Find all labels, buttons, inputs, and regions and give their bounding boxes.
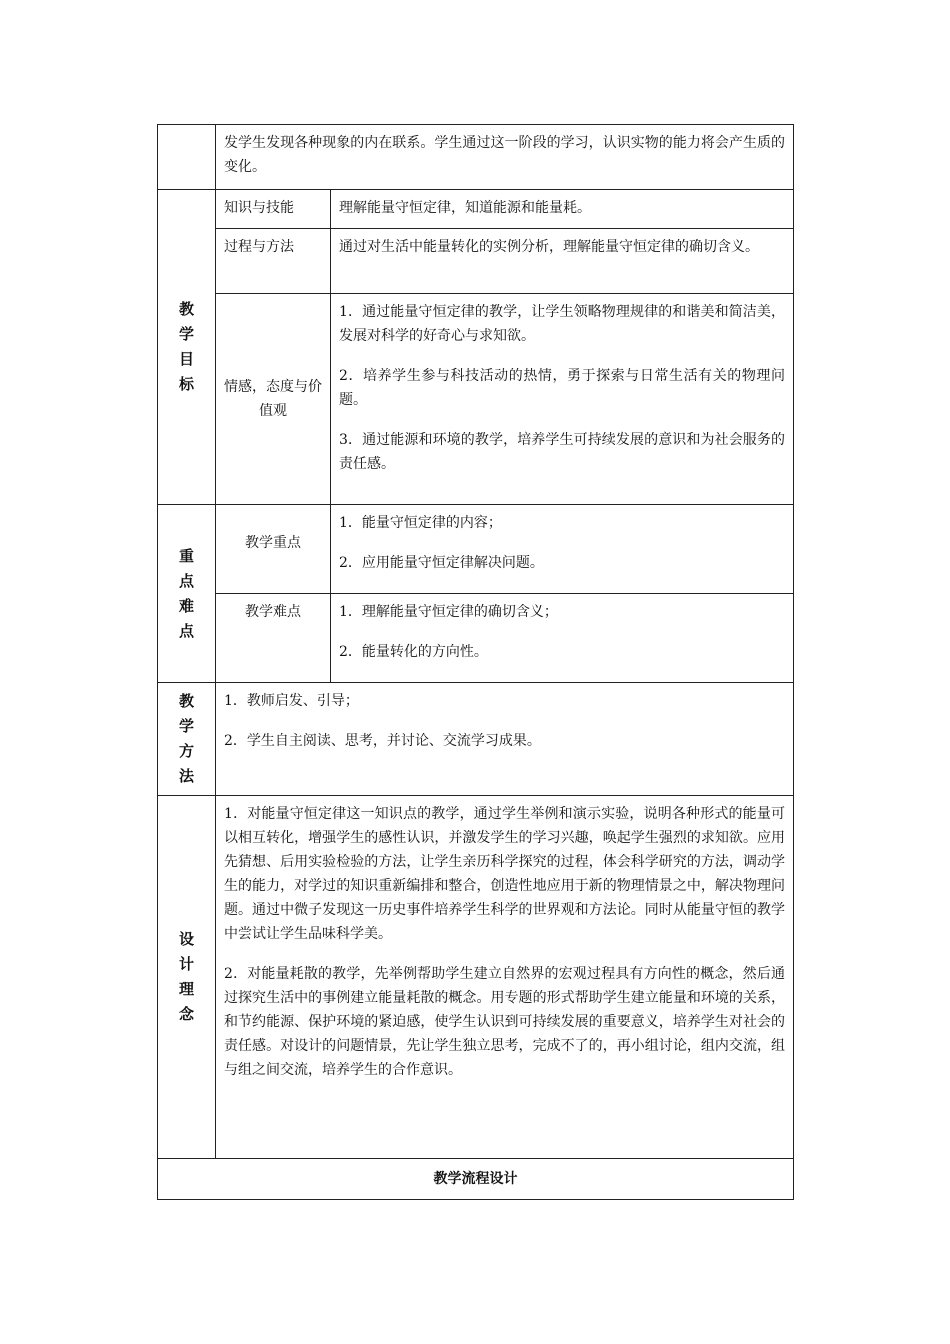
- design-item: 1．对能量守恒定律这一知识点的教学，通过学生举例和演示实验，说明各种形式的能量可以相互转化，增强学生的感性认识，并激发学生的学习兴趣，唤起学生强烈的求知欲。应用先猜想、后用实验检验的方法，让学生亲历科学探究的过程，体会科学研究的方法，调动学生的能力，对学过的知识重新编排和整合，创造性地应用于新的物理情景之中，解决物理问题。通过中微子发现这一历史事件培养学生科学的世界观和方法论。同时从能量守恒的教学中尝试让学生品味科学美。: [224, 806, 785, 942]
- key-difficulty-row: [158, 594, 794, 683]
- key-points-heading-char: 点: [178, 621, 194, 640]
- emotion-item: 1．通过能量守恒定律的教学，让学生领略物理规律的和谐美和简洁美，发展对科学的好奇心与求知欲。: [339, 304, 785, 344]
- process-text: 通过对生活中能量转化的实例分析，理解能量守恒定律的确切含义。: [331, 229, 794, 294]
- objectives-heading-char: 标: [178, 375, 194, 393]
- process-label: 过程与方法: [216, 229, 331, 294]
- method-item: 1．教师启发、引导；: [224, 693, 359, 709]
- methods-heading-char: 法: [178, 767, 194, 785]
- knowledge-text: 理解能量守恒定律，知道能源和能量耗。: [331, 190, 794, 229]
- design-heading: [158, 796, 216, 1159]
- key-points-heading: [158, 505, 216, 683]
- methods-heading-char: 方: [178, 742, 194, 760]
- knowledge-label: 知识与技能: [216, 190, 331, 229]
- emotion-cell: [331, 294, 794, 505]
- intro-blank-cell: [158, 125, 216, 190]
- flow-design-title: 教学流程设计: [158, 1159, 794, 1200]
- methods-cell: [216, 683, 794, 796]
- intro-cell: [216, 125, 794, 190]
- design-item: 2．对能量耗散的教学，先举例帮助学生建立自然界的宏观过程具有方向性的概念，然后通过探究生活中的事例建立能量耗散的概念。用专题的形式帮助学生建立能量和环境的关系，和节约能源、保护环境的紧迫感，使学生认识到可持续发展的重要意义，培养学生对社会的责任感。对设计的问题情景，先让学生独立思考，完成不了的，再小组讨论，组内交流，组与组之间交流，培养学生的合作意识。: [224, 966, 785, 1078]
- methods-heading-char: 教: [178, 692, 194, 710]
- objectives-heading: [158, 190, 216, 505]
- key-focus-row: [158, 505, 794, 594]
- key-points-heading-char: 重: [178, 546, 194, 565]
- flow-design-row: [158, 1159, 794, 1200]
- objective-emotion-row: [158, 294, 794, 505]
- design-row: [158, 796, 794, 1159]
- methods-heading-char: 学: [178, 717, 194, 735]
- lesson-plan-table: [157, 124, 794, 1200]
- design-cell: [216, 796, 794, 1159]
- emotion-item: 2．培养学生参与科技活动的热情，勇于探索与日常生活有关的物理问题。: [339, 368, 785, 408]
- objective-process-row: [158, 229, 794, 294]
- difficulty-item: 1．理解能量守恒定律的确切含义；: [339, 604, 558, 620]
- key-points-heading-char: 难: [178, 596, 194, 615]
- intro-row: [158, 125, 794, 190]
- objectives-heading-char: 目: [178, 350, 194, 368]
- objective-knowledge-row: [158, 190, 794, 229]
- design-heading-char: 理: [178, 980, 194, 998]
- emotion-label: 情感，态度与价值观: [216, 294, 331, 505]
- focus-label: 教学重点: [216, 505, 331, 594]
- lesson-plan-page: [157, 124, 793, 1200]
- design-heading-char: 念: [178, 1005, 194, 1023]
- objectives-heading-char: 学: [178, 325, 194, 343]
- objectives-heading-char: 教: [178, 300, 194, 318]
- design-heading-char: 设: [178, 930, 194, 948]
- method-item: 2．学生自主阅读、思考，并讨论、交流学习成果。: [224, 733, 541, 749]
- methods-row: [158, 683, 794, 796]
- emotion-item: 3．通过能源和环境的教学，培养学生可持续发展的意识和为社会服务的责任感。: [339, 432, 785, 472]
- intro-text: 发学生发现各种现象的内在联系。学生通过这一阶段的学习，认识实物的能力将会产生质的变化。: [224, 135, 785, 175]
- focus-item: 2．应用能量守恒定律解决问题。: [339, 555, 544, 571]
- methods-heading: [158, 683, 216, 796]
- key-points-heading-char: 点: [178, 571, 194, 590]
- design-heading-char: 计: [178, 955, 194, 973]
- focus-item: 1．能量守恒定律的内容；: [339, 515, 502, 531]
- difficulty-item: 2．能量转化的方向性。: [339, 644, 488, 660]
- difficulty-cell: [331, 594, 794, 683]
- difficulty-label: 教学难点: [216, 594, 331, 683]
- focus-cell: [331, 505, 794, 594]
